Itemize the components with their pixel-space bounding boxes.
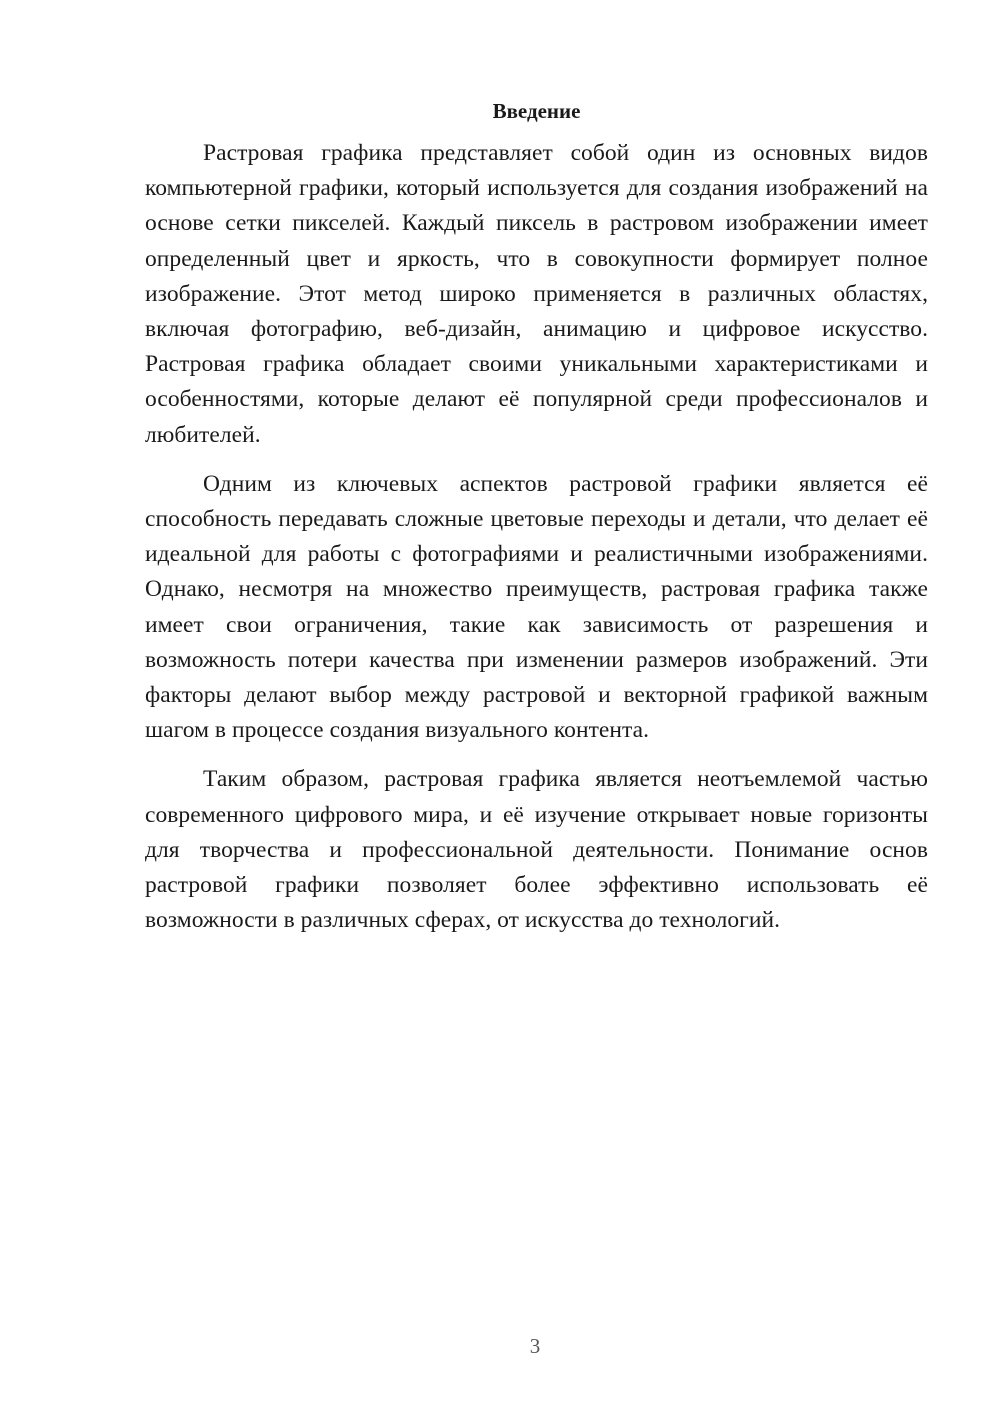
- page-number: 3: [529, 1334, 541, 1358]
- paragraph-3: Таким образом, растровая графика является неотъемлемой частью современного цифрового мира, и её изучение открывает новые горизонты для творчества и профессиональной деятельности. Понимание основ растровой графики позволяет более эффективно использовать её возможности в различных сферах, от искусства до технологий.: [145, 766, 928, 934]
- paragraph-1: Растровая графика представляет собой один из основных видов компьютерной графики, который используется для создания изображений на основе сетки пикселей. Каждый пиксель в растровом изображении имеет определенный цвет и яркость, что в совокупности формирует полное изображение. Этот метод широко применяется в различных областях, включая фотографию, веб-дизайн, анимацию и цифровое искусство. Растровая графика обладает своими уникальными характеристиками и особенностями, которые делают её популярной среди профессионалов и любителей.: [145, 140, 928, 448]
- paragraph-2: Одним из ключевых аспектов растровой графики является её способность передавать сложные цветовые переходы и детали, что делает её идеальной для работы с фотографиями и реалистичными изображениями. Однако, несмотря на множество преимуществ, растровая графика также имеет свои ограничения, такие как зависимость от разрешения и возможность потери качества при изменении размеров изображений. Эти факторы делают выбор между растровой и векторной графикой важным шагом в процессе создания визуального контента.: [145, 470, 928, 744]
- page-title: Введение: [492, 99, 581, 123]
- page-content: [145, 96, 928, 952]
